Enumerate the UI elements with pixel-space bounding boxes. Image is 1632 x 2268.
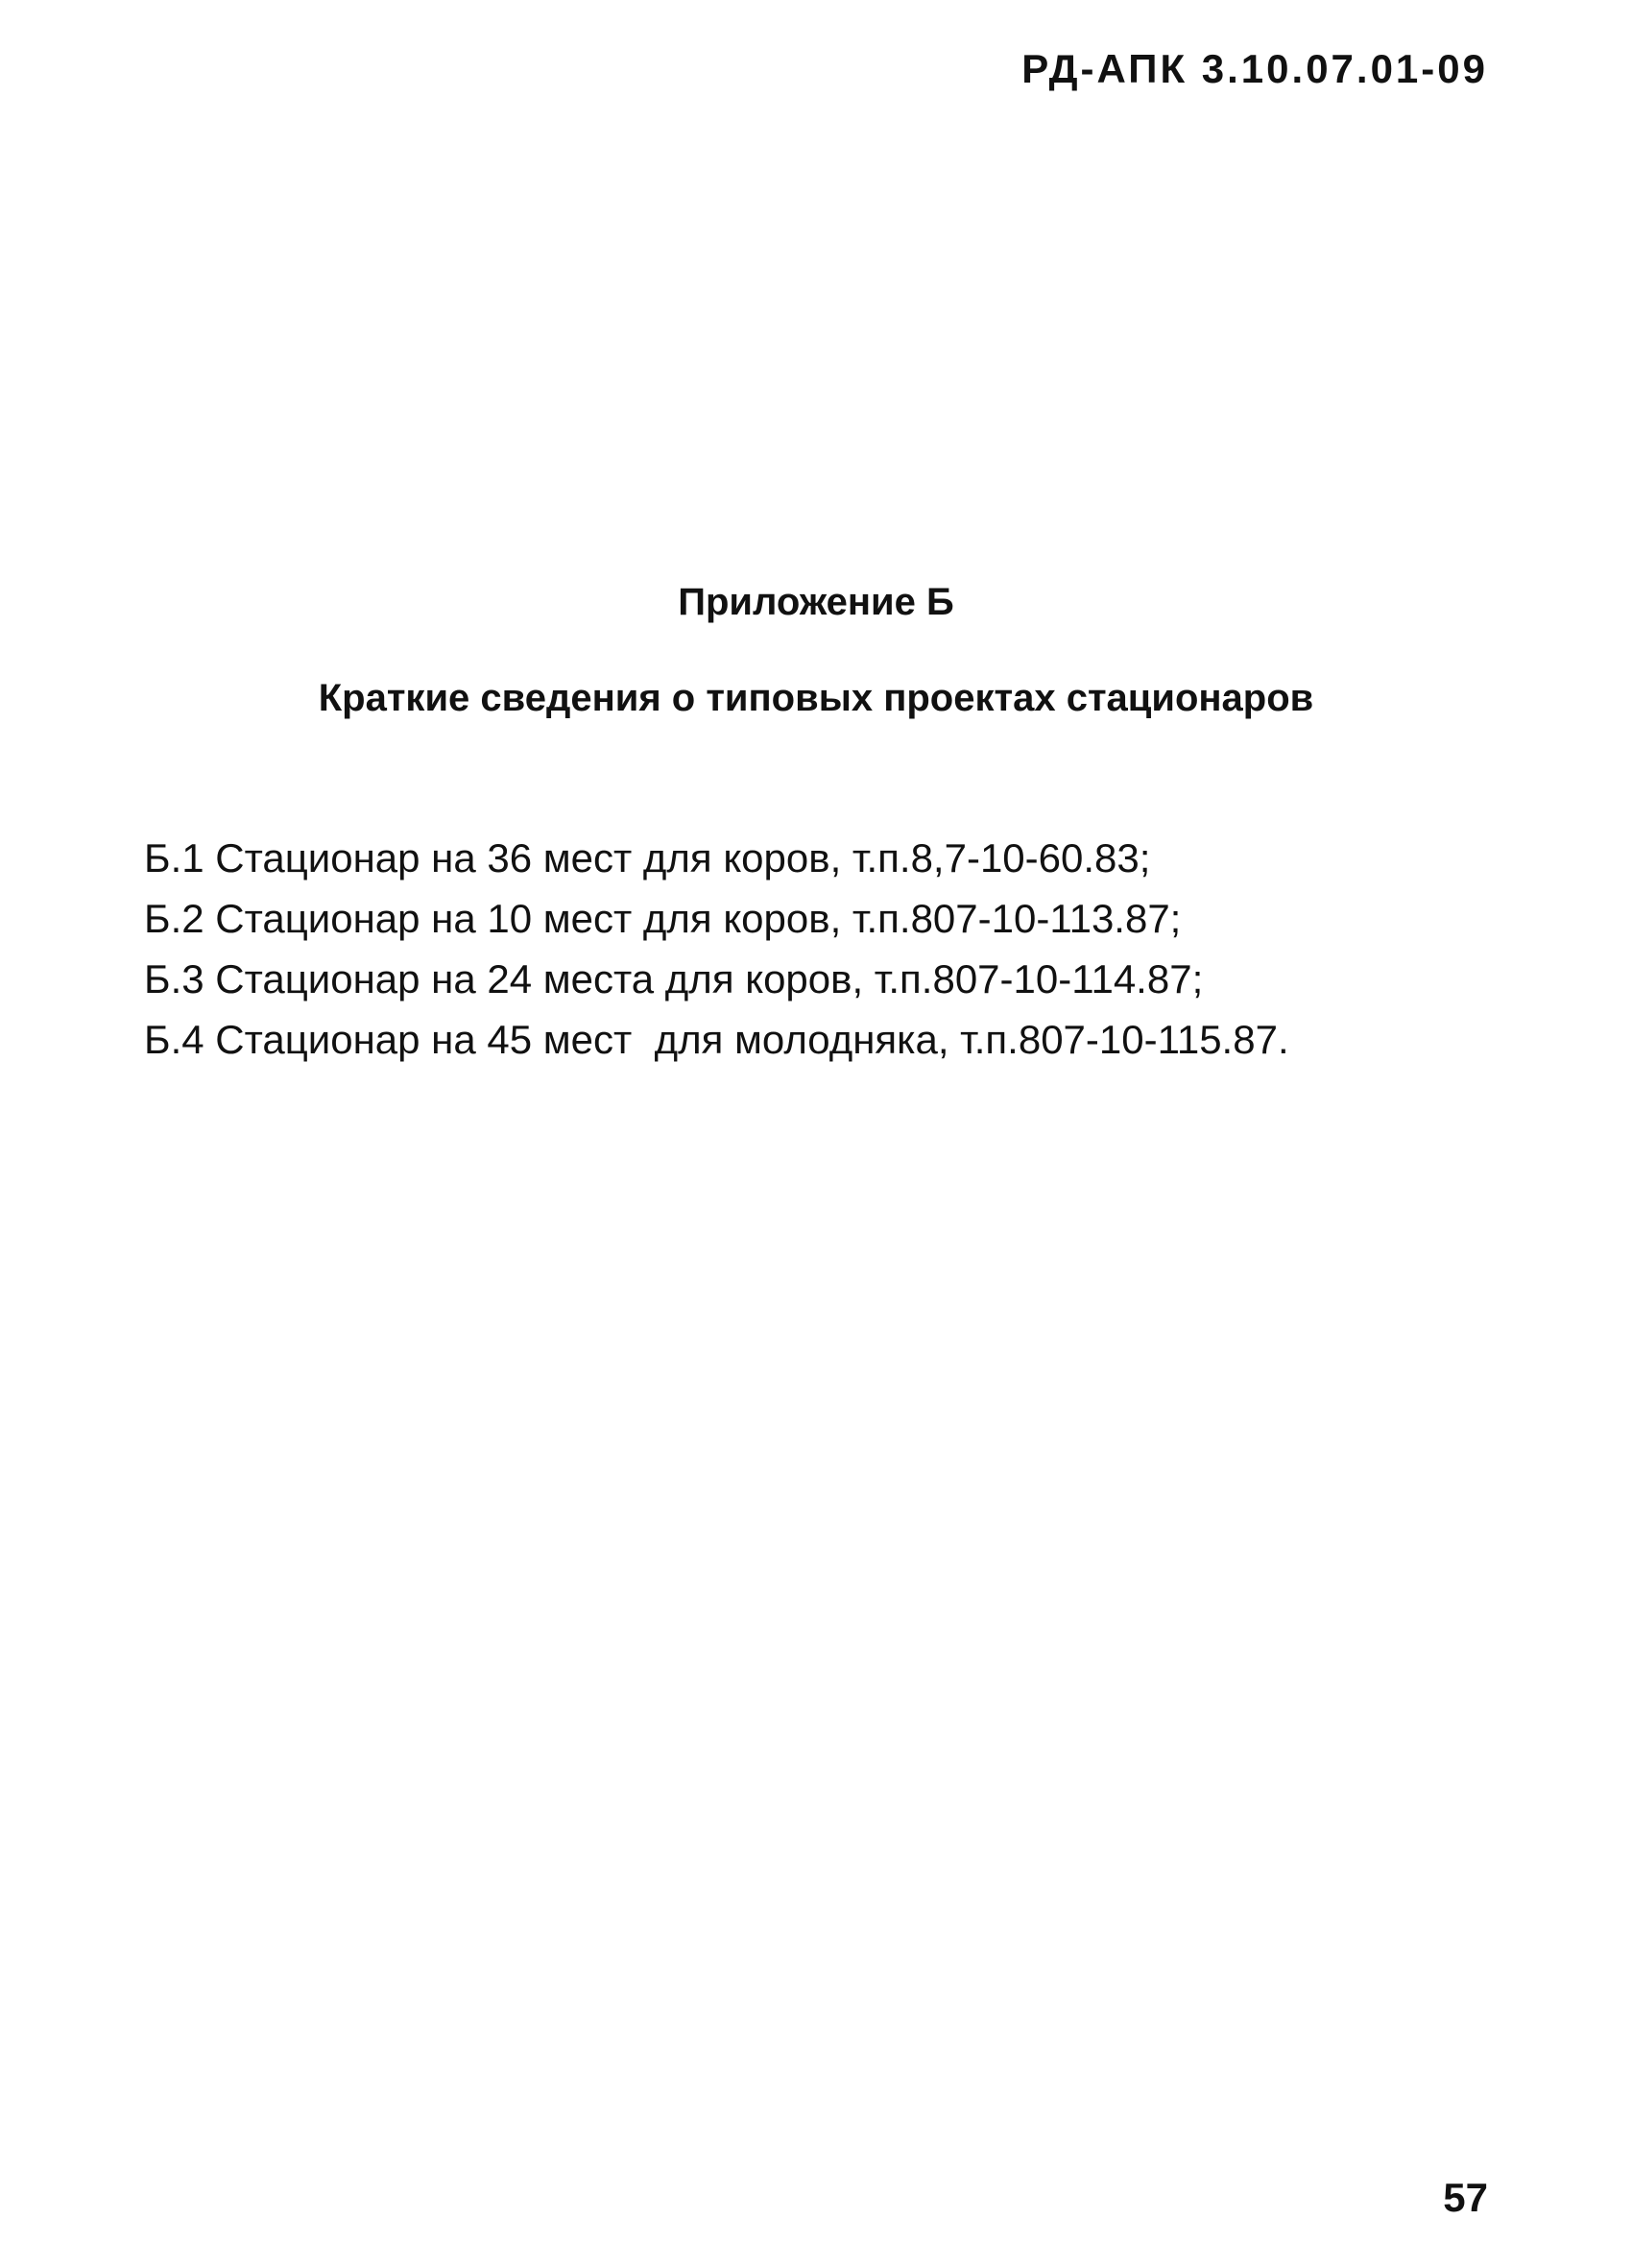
list-item: Б.3 Стационар на 24 места для коров, т.п.807-10-114.87; xyxy=(144,956,1204,1001)
appendix-subtitle: Краткие сведения о типовых проектах стационаров xyxy=(318,677,1314,719)
list-item: Б.2 Стационар на 10 мест для коров, т.п.807-10-113.87; xyxy=(144,896,1182,941)
list-item: Б.4 Стационар на 45 мест для молодняка, т.п.807-10-115.87. xyxy=(144,1017,1289,1062)
page-number: 57 xyxy=(1443,2175,1488,2220)
appendix-title: Приложение Б xyxy=(678,581,954,623)
project-list xyxy=(144,828,1289,1070)
list-item: Б.1 Стационар на 36 мест для коров, т.п.8,7-10-60.83; xyxy=(144,835,1151,881)
document-code: РД-АПК 3.10.07.01-09 xyxy=(1021,46,1488,91)
